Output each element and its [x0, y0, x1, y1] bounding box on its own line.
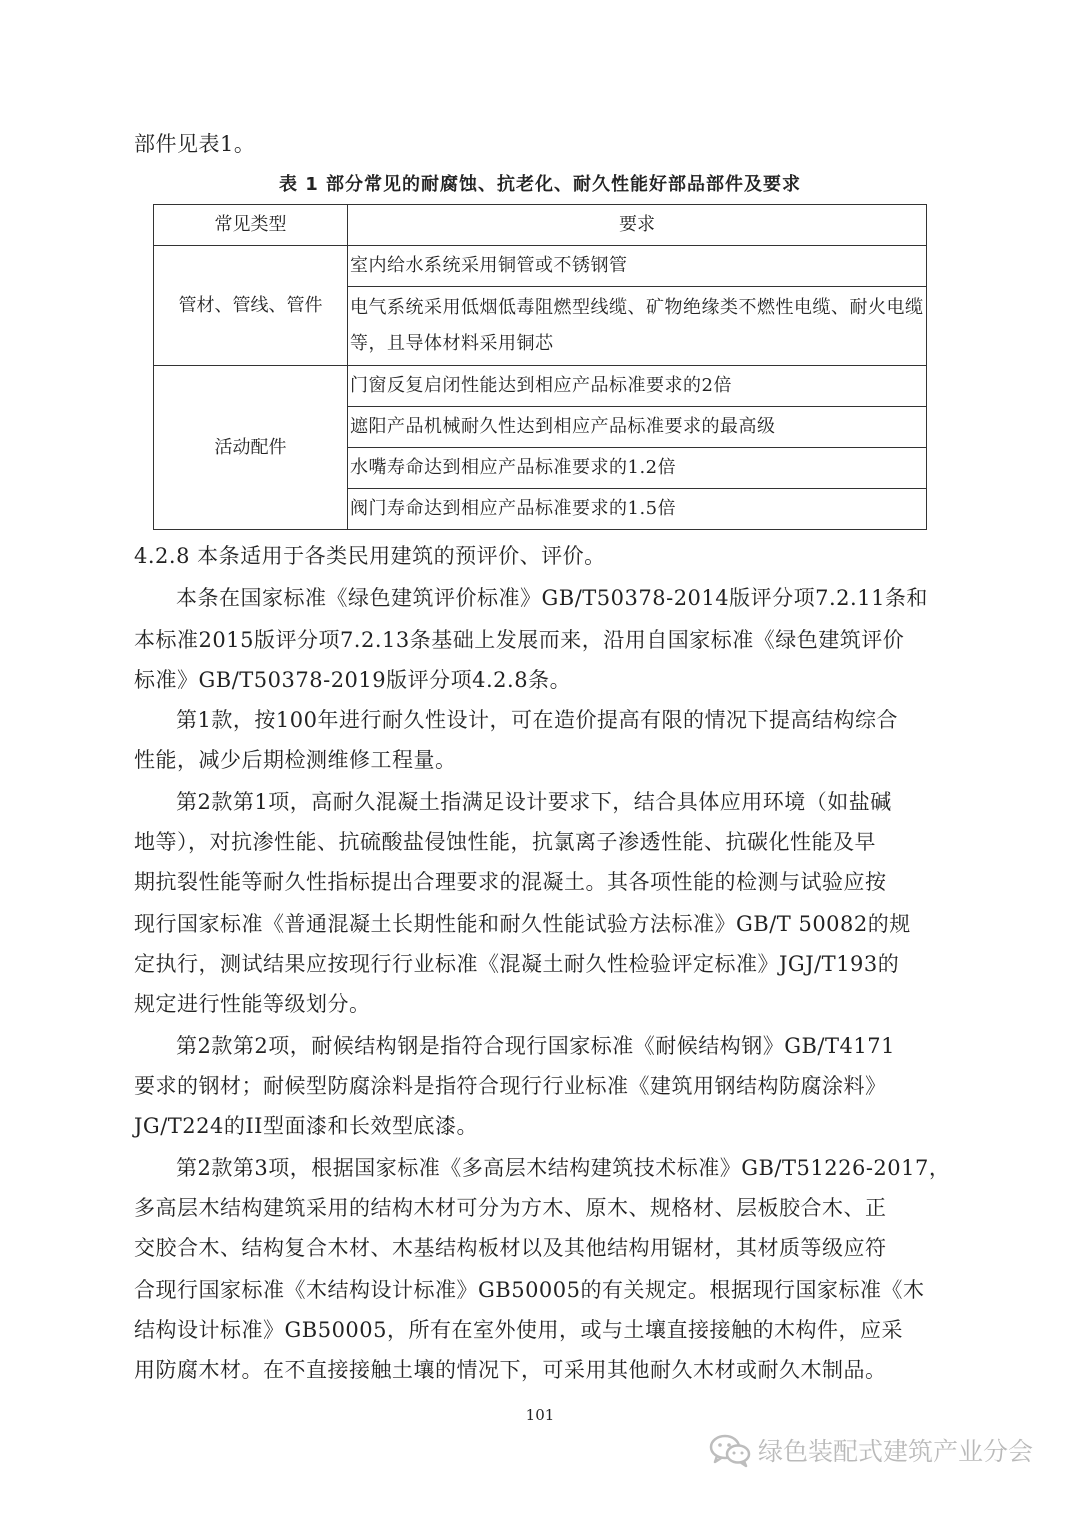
section-heading: 4.2.8 本条适用于各类民用建筑的预评价、评价。: [134, 544, 606, 568]
paragraph-line: 定执行，测试结果应按现行行业标准《混凝土耐久性检验评定标准》JGJ/T193的: [134, 952, 900, 976]
table-row: [154, 366, 927, 407]
paragraph-line: 现行国家标准《普通混凝土长期性能和耐久性能试验方法标准》GB/T 50082的规: [134, 912, 911, 936]
category-cell: 管材、管线、管件: [154, 246, 348, 366]
paragraph-line: JG/T224的II型面漆和长效型底漆。: [134, 1114, 478, 1138]
header-requirement: 要求: [348, 205, 927, 246]
paragraph-line: 第2款第1项，高耐久混凝土指满足设计要求下，结合具体应用环境（如盐碱: [176, 790, 892, 814]
paragraph-line: 用防腐木材。在不直接接触土壤的情况下，可采用其他耐久木材或耐久木制品。: [134, 1358, 887, 1382]
requirement-cell: 电气系统采用低烟低毒阻燃型线缆、矿物绝缘类不燃性电缆、耐火电缆等，且导体材料采用铜芯: [348, 287, 927, 366]
paragraph-line: 多高层木结构建筑采用的结构木材可分为方木、原木、规格材、层板胶合木、正: [134, 1196, 887, 1220]
header-category: 常见类型: [154, 205, 348, 246]
paragraph-line: 交胶合木、结构复合木材、木基结构板材以及其他结构用锯材，其材质等级应符: [134, 1236, 887, 1260]
requirement-cell: 室内给水系统采用铜管或不锈钢管: [348, 246, 927, 287]
paragraph-line: 性能，减少后期检测维修工程量。: [134, 748, 457, 772]
paragraph-line: 第2款第3项，根据国家标准《多高层木结构建筑技术标准》GB/T51226-2017，: [176, 1156, 951, 1180]
intro-text: 部件见表1。: [134, 132, 256, 156]
requirement-cell: 门窗反复启闭性能达到相应产品标准要求的2倍: [348, 366, 927, 407]
requirement-cell: 阀门寿命达到相应产品标准要求的1.5倍: [348, 489, 927, 530]
paragraph-line: 第1款，按100年进行耐久性设计，可在造价提高有限的情况下提高结构综合: [176, 708, 898, 732]
paragraph-line: 地等），对抗渗性能、抗硫酸盐侵蚀性能，抗氯离子渗透性能、抗碳化性能及早: [134, 830, 876, 854]
category-cell: 活动配件: [154, 366, 348, 530]
paragraph-line: 第2款第2项，耐候结构钢是指符合现行国家标准《耐候结构钢》GB/T4171: [176, 1034, 895, 1058]
requirement-cell: 水嘴寿命达到相应产品标准要求的1.2倍: [348, 448, 927, 489]
requirements-table: [153, 204, 927, 530]
paragraph-line: 结构设计标准》GB50005，所有在室外使用，或与土壤直接接触的木构件，应采: [134, 1318, 904, 1342]
watermark: [708, 1432, 1033, 1468]
paragraph-line: 标准》GB/T50378-2019版评分项4.2.8条。: [134, 668, 572, 692]
requirement-cell: 遮阳产品机械耐久性达到相应产品标准要求的最高级: [348, 407, 927, 448]
watermark-text: 绿色装配式建筑产业分会: [758, 1437, 1034, 1466]
paragraph-line: 规定进行性能等级划分。: [134, 992, 371, 1016]
table-caption: 表 1 部分常见的耐腐蚀、抗老化、耐久性能好部品部件及要求: [278, 174, 802, 195]
paragraph-line: 本条在国家标准《绿色建筑评价标准》GB/T50378-2014版评分项7.2.11条和: [176, 586, 928, 610]
table-header-row: [154, 205, 927, 246]
paragraph-line: 本标准2015版评分项7.2.13条基础上发展而来，沿用自国家标准《绿色建筑评价: [134, 628, 905, 652]
paragraph-line: 期抗裂性能等耐久性指标提出合理要求的混凝土。其各项性能的检测与试验应按: [134, 870, 887, 894]
paragraph-line: 合现行国家标准《木结构设计标准》GB50005的有关规定。根据现行国家标准《木: [134, 1278, 925, 1302]
paragraph-line: 要求的钢材；耐候型防腐涂料是指符合现行行业标准《建筑用钢结构防腐涂料》: [134, 1074, 887, 1098]
wechat-icon: [708, 1432, 752, 1468]
table-row: [154, 246, 927, 287]
page-number: 101: [525, 1406, 555, 1424]
